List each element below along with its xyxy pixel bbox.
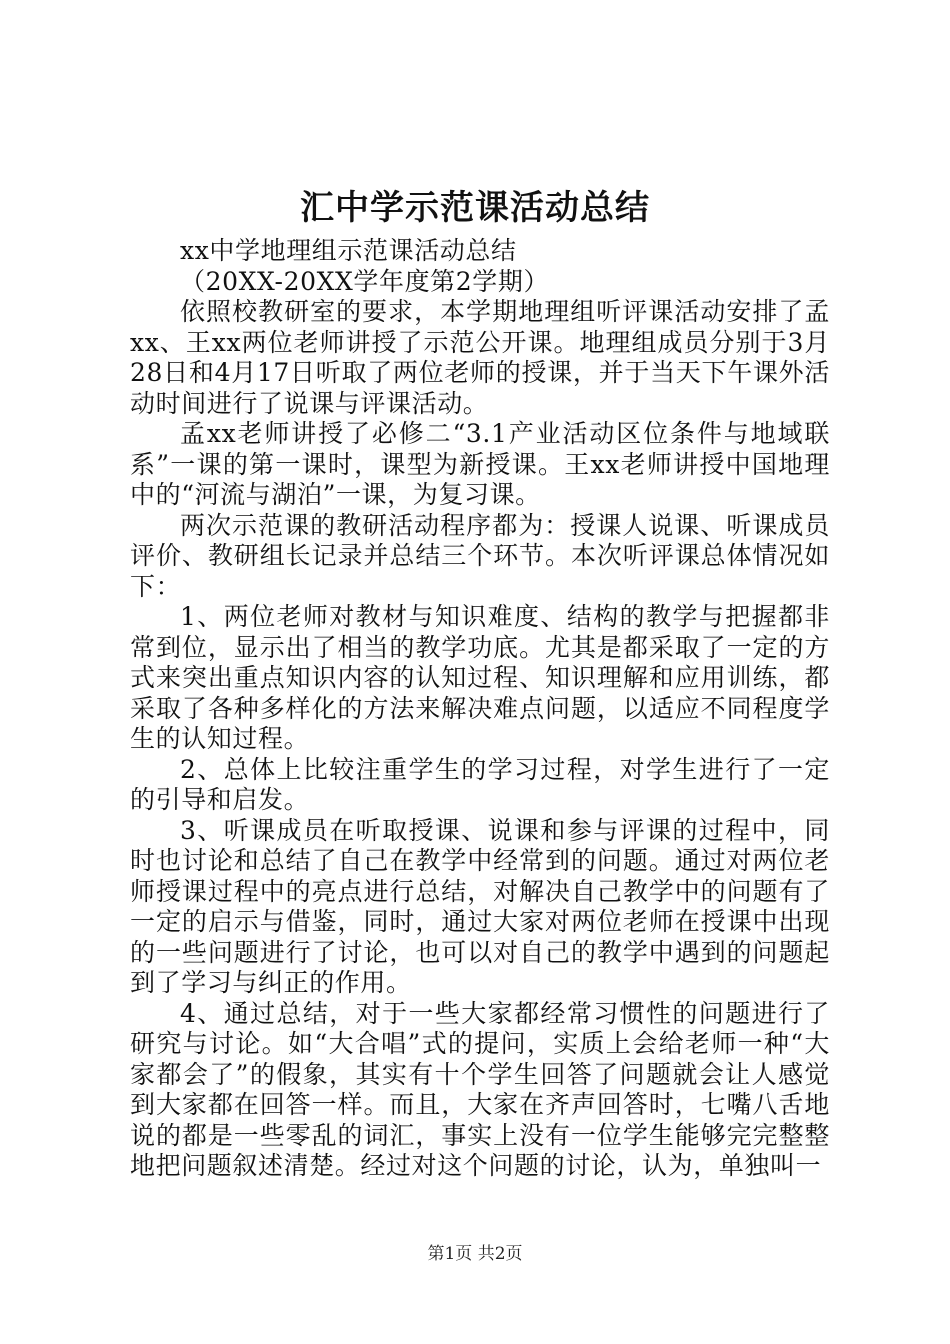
document-body: [130, 236, 830, 1182]
paragraph-point-4: 4、通过总结，对于一些大家都经常习惯性的问题进行了研究与讨论。如“大合唱”式的提问，实质上会给老师一种“大家都会了”的假象，其实有十个学生回答了问题就会让人感觉到大家都在回答一样。而且，大家在齐声回答时，七嘴八舌地说的都是一些零乱的词汇，事实上没有一位学生能够完完整整地把问题叙述清楚。经过对这个问题的讨论，认为，单独叫一: [130, 998, 830, 1180]
paragraph-subtitle: xx中学地理组示范课活动总结: [180, 236, 517, 265]
paragraph-lessons: 孟xx老师讲授了必修二“3.1产业活动区位条件与地域联系”一课的第一课时，课型为新授课。王xx老师讲授中国地理中的“河流与湖泊”一课，为复习课。: [130, 419, 830, 509]
paragraph-point-3: 3、听课成员在听取授课、说课和参与评课的过程中，同时也讨论和总结了自己在教学中经常到的问题。通过对两位老师授课过程中的亮点进行总结，对解决自己教学中的问题有了一定的启示与借鉴，同时，通过大家对两位老师在授课中出现的一些问题进行了讨论，也可以对自己的教学中遇到的问题起到了学习与纠正的作用。: [130, 815, 830, 997]
paragraph-procedure: 两次示范课的教研活动程序都为：授课人说课、听课成员评价、教研组长记录并总结三个环节。本次听评课总体情况如下：: [130, 510, 830, 601]
paragraph-point-1: 1、两位老师对教材与知识难度、结构的教学与把握都非常到位，显示出了相当的教学功底。尤其是都采取了一定的方式来突出重点知识内容的认知过程、知识理解和应用训练，都采取了各种多样化的方法来解决难点问题，以适应不同程度学生的认知过程。: [130, 602, 830, 753]
paragraph-intro: 依照校教研室的要求，本学期地理组听评课活动安排了孟xx、王xx两位老师讲授了示范公开课。地理组成员分别于3月28日和4月17日听取了两位老师的授课，并于当天下午课外活动时间进行了说课与评课活动。: [130, 297, 830, 418]
paragraph-point-2: 2、总体上比较注重学生的学习过程，对学生进行了一定的引导和启发。: [130, 754, 830, 814]
document-title: 汇中学示范课活动总结: [300, 188, 650, 228]
paragraph-term: （20XX-20XX学年度第2学期）: [180, 266, 550, 296]
page-number-footer: 第1页 共2页: [427, 1244, 523, 1264]
